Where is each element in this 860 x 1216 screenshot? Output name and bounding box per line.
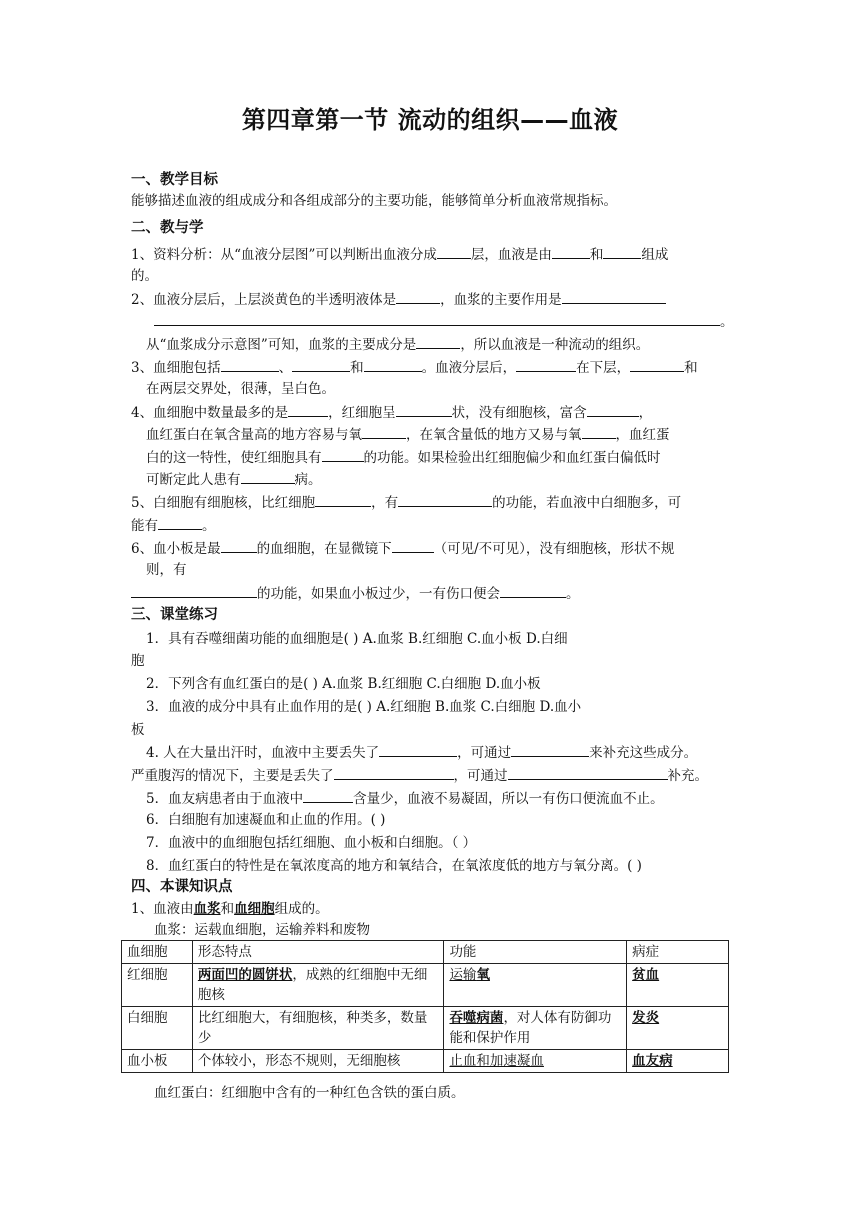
- exercise-6: 6．白细胞有加速凝血和止血的作用。( ): [146, 812, 386, 828]
- keyword-plasma: 血浆: [193, 901, 221, 917]
- blood-cell-table: [121, 940, 729, 1073]
- answer-blank[interactable]: [508, 765, 668, 780]
- answer-blank[interactable]: [292, 357, 350, 372]
- question-2-line-1: 2、血液分层后，上层淡黄色的半透明液体是 ，血浆的主要作用是: [131, 289, 666, 310]
- knowledge-hemoglobin-line: 血红蛋白：红细胞中含有的一种红色含铁的蛋白质。: [154, 1085, 465, 1101]
- question-1-line-1: 1、资料分析：从“血液分层图”可以判断出血液分成 层，血液是由 和 组成: [131, 244, 668, 265]
- exercise-1-line-2: 胞: [131, 653, 145, 669]
- table-header: 病症: [627, 941, 729, 964]
- answer-blank[interactable]: [437, 244, 471, 259]
- question-3-line-1: 3、血细胞包括 、 和 。血液分层后， 在下层， 和: [131, 357, 698, 378]
- question-6-line-3: 的功能，如果血小板过少，一有伤口便会 。: [131, 583, 580, 604]
- table-cell: 个体较小，形态不规则，无细胞核: [192, 1050, 444, 1073]
- table-cell: 运输氧: [444, 964, 627, 1007]
- table-row: [122, 1050, 729, 1073]
- answer-blank[interactable]: [630, 357, 684, 372]
- table-header: 血细胞: [122, 941, 193, 964]
- exercise-4-line-2: 严重腹泻的情况下，主要是丢失了 ，可通过 补充。: [131, 765, 708, 786]
- question-1-line-2: 的。: [131, 268, 158, 284]
- section-heading-knowledge: 四、本课知识点: [131, 879, 233, 895]
- keyword-blood-cells: 血细胞: [234, 901, 275, 917]
- answer-blank[interactable]: [364, 357, 422, 372]
- exercise-5: 5．血友病患者由于血液中 含量少，血液不易凝固，所以一有伤口便流血不止。: [146, 788, 664, 809]
- table-cell: 止血和加速凝血: [444, 1050, 627, 1073]
- answer-blank[interactable]: [587, 402, 639, 417]
- table-row: [122, 1007, 729, 1050]
- answer-blank[interactable]: [154, 311, 720, 326]
- table-header: 功能: [444, 941, 627, 964]
- table-cell: 白细胞: [122, 1007, 193, 1050]
- table-cell: 贫血: [627, 964, 729, 1007]
- page-title: 第四章第一节 流动的组织——血液: [241, 106, 619, 134]
- exercise-7: 7．血液中的血细胞包括红细胞、血小板和白细胞。（ ）: [146, 835, 477, 851]
- section-heading-teach-learn: 二、教与学: [131, 220, 204, 236]
- question-2-line-3: 从“血浆成分示意图”可知，血浆的主要成分是 ，所以血液是一种流动的组织。: [146, 334, 649, 355]
- knowledge-plasma-line: 血浆：运载血细胞，运输养料和废物: [154, 922, 370, 938]
- answer-blank[interactable]: [288, 402, 328, 417]
- table-cell: 发炎: [627, 1007, 729, 1050]
- question-4-line-4: 可断定此人患有 病。: [146, 469, 322, 490]
- question-4-line-2: 血红蛋白在氧含量高的地方容易与氧 ，在氧含量低的地方又易与氧 ，血红蛋: [146, 424, 670, 445]
- section-heading-objectives: 一、教学目标: [131, 172, 218, 188]
- answer-blank[interactable]: [582, 424, 616, 439]
- exercise-3-line-1: 3．血液的成分中具有止血作用的是( ) A.红细胞 B.血浆 C.白细胞 D.血小: [146, 699, 582, 715]
- table-cell: 两面凹的圆饼状，成熟的红细胞中无细胞核: [192, 964, 444, 1007]
- question-5-line-1: 5、白细胞有细胞核，比红细胞 ，有 的功能，若血液中白细胞多，可: [131, 492, 681, 513]
- answer-blank[interactable]: [334, 765, 454, 780]
- exercise-8: 8．血红蛋白的特性是在氧浓度高的地方和氧结合，在氧浓度低的地方与氧分离。( ): [146, 858, 642, 874]
- answer-blank[interactable]: [398, 492, 492, 507]
- question-4-line-3: 白的这一特性，使红细胞具有 的功能。如果检验出红细胞偏少和血红蛋白偏低时: [146, 447, 661, 468]
- exercise-4-line-1: 4. 人在大量出汗时，血液中主要丢失了 ，可通过 来补充这些成分。: [146, 742, 697, 763]
- answer-blank[interactable]: [562, 289, 666, 304]
- answer-blank[interactable]: [500, 583, 566, 598]
- question-2-line-2: 。: [154, 311, 734, 332]
- question-3-line-2: 在两层交界处，很薄，呈白色。: [146, 381, 335, 397]
- answer-blank[interactable]: [396, 289, 440, 304]
- table-header-row: [122, 941, 729, 964]
- answer-blank[interactable]: [552, 244, 590, 259]
- question-5-line-2: 能有 。: [131, 515, 216, 536]
- answer-blank[interactable]: [315, 492, 371, 507]
- answer-blank[interactable]: [241, 469, 295, 484]
- table-cell: 比红细胞大，有细胞核，种类多，数量少: [192, 1007, 444, 1050]
- answer-blank[interactable]: [516, 357, 576, 372]
- objectives-text: 能够描述血液的组成成分和各组成部分的主要功能，能够简单分析血液常规指标。: [131, 193, 617, 209]
- answer-blank[interactable]: [362, 424, 406, 439]
- table-cell: 红细胞: [122, 964, 193, 1007]
- knowledge-line-1: 1、血液由血浆和血细胞组成的。: [131, 901, 329, 917]
- answer-blank[interactable]: [392, 538, 434, 553]
- table-cell: 血小板: [122, 1050, 193, 1073]
- answer-blank[interactable]: [221, 357, 279, 372]
- answer-blank[interactable]: [416, 334, 460, 349]
- question-6-line-1: 6、血小板是最 的血细胞，在显微镜下 （可见/不可见），没有细胞核，形状不规: [131, 538, 674, 559]
- answer-blank[interactable]: [303, 788, 353, 803]
- answer-blank[interactable]: [131, 583, 257, 598]
- answer-blank[interactable]: [603, 244, 641, 259]
- exercise-1-line-1: 1．具有吞噬细菌功能的血细胞是( ) A.血浆 B.红细胞 C.血小板 D.白细: [146, 631, 568, 647]
- answer-blank[interactable]: [322, 447, 364, 462]
- table-cell: 血友病: [627, 1050, 729, 1073]
- exercise-3-line-2: 板: [131, 722, 145, 738]
- table-header: 形态特点: [192, 941, 444, 964]
- section-heading-practice: 三、课堂练习: [131, 607, 218, 623]
- exercise-2: 2．下列含有血红蛋白的是( ) A.血浆 B.红细胞 C.白细胞 D.血小板: [146, 676, 541, 692]
- answer-blank[interactable]: [379, 742, 457, 757]
- answer-blank[interactable]: [511, 742, 589, 757]
- answer-blank[interactable]: [158, 515, 202, 530]
- answer-blank[interactable]: [396, 402, 452, 417]
- answer-blank[interactable]: [221, 538, 257, 553]
- question-4-line-1: 4、血细胞中数量最多的是 ，红细胞呈 状，没有细胞核，富含 ，: [131, 402, 652, 423]
- table-cell: 吞噬病菌，对人体有防御功能和保护作用: [444, 1007, 627, 1050]
- table-row: [122, 964, 729, 1007]
- question-6-line-2: 则，有: [146, 562, 187, 578]
